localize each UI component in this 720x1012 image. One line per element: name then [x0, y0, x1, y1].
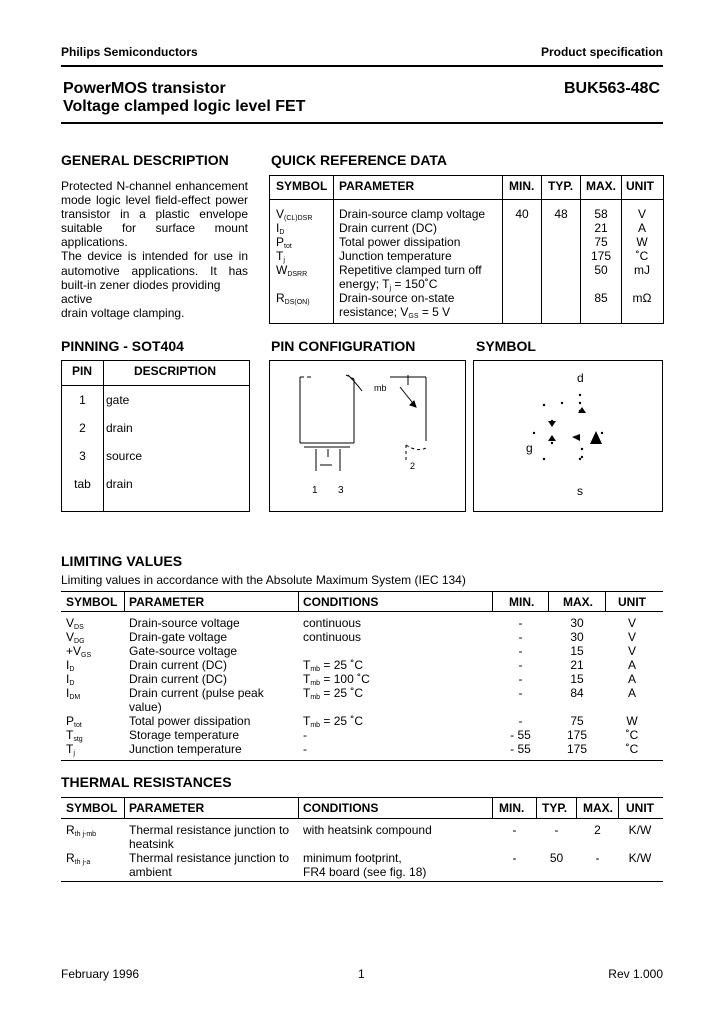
lv-parameter: Drain current (DC) [129, 672, 228, 686]
th-col-parameter: PARAMETER [129, 801, 205, 815]
subscript: GS [408, 313, 419, 320]
subscript: stg [73, 736, 83, 743]
th-bottom-rule [61, 881, 663, 882]
th-col-divider [492, 797, 493, 818]
qr-unit: V [637, 207, 646, 221]
lv-max: 175 [566, 742, 588, 756]
lv-symbol: $I_{DM}$ [66, 686, 81, 701]
desc-line: built-in zener diodes providing active [61, 277, 221, 306]
lv-conditions: continuous [303, 616, 362, 630]
th-parameter-line2: ambient [129, 865, 172, 879]
qr-max: 75 [594, 235, 608, 249]
lv-min: - [518, 714, 523, 728]
pin-config-pin-2-label: 2 [410, 461, 416, 471]
limiting-values-subtitle: Limiting values in accordance with the Absolute Maximum System (IEC 134) [61, 573, 466, 587]
qr-max: 50 [594, 263, 608, 277]
qr-col-divider [541, 175, 542, 323]
lv-bottom-rule [61, 760, 663, 761]
th-col-typ: TYP. [542, 801, 568, 815]
th-conditions-line2: FR4 board (see fig. 18) [303, 865, 427, 879]
title-line-1: PowerMOS transistor [63, 80, 226, 97]
lv-parameter: Drain-source voltage [129, 616, 240, 630]
quick-reference-heading: QUICK REFERENCE DATA [271, 152, 448, 168]
lv-symbol: $I_D$ [66, 658, 75, 673]
qr-col-max: MAX. [586, 179, 616, 193]
lv-conditions: - [303, 742, 307, 756]
lv-max: 75 [570, 714, 584, 728]
lv-max: 175 [566, 728, 588, 742]
desc-line: automotive applications. It has [61, 263, 248, 278]
subscript: j [73, 750, 75, 757]
th-symbol: $R_{th j-mb}$ [66, 823, 97, 838]
th-col-divider [618, 797, 619, 818]
subscript: j [283, 257, 285, 264]
lv-col-min: MIN. [509, 595, 535, 609]
th-conditions: with heatsink compound [303, 823, 432, 837]
qr-max: 85 [594, 291, 608, 305]
th-col-conditions: CONDITIONS [303, 801, 379, 815]
pin-description: drain [106, 421, 133, 435]
lv-col-divider [605, 591, 606, 611]
lv-conditions: - [303, 728, 307, 742]
qr-symbol: $V_{(CL)DSR}$ [276, 207, 313, 222]
lv-unit: A [627, 686, 636, 700]
lv-col-parameter: PARAMETER [129, 595, 205, 609]
lv-max: 84 [570, 686, 584, 700]
pin-number: 2 [79, 421, 86, 435]
lv-conditions: $T_{mb} = 25$ ˚C [303, 658, 364, 673]
qr-col-divider [333, 175, 334, 323]
symbol-box [473, 360, 663, 512]
symbol-gate-label: g [526, 441, 533, 455]
subscript: GS [81, 652, 92, 659]
lv-max: 30 [570, 630, 584, 644]
pin-config-pin-3-label: 3 [338, 485, 344, 496]
subscript: th j-mb [74, 831, 97, 838]
pinning-header-rule [61, 385, 249, 386]
lv-unit: W [626, 714, 638, 728]
lv-col-conditions: CONDITIONS [303, 595, 379, 609]
lv-col-max: MAX. [563, 595, 593, 609]
th-min: - [512, 851, 517, 865]
symbol-heading: SYMBOL [476, 338, 536, 354]
lv-min: - [518, 616, 523, 630]
th-symbol: $R_{th j-a}$ [66, 851, 91, 866]
subscript: DG [74, 638, 85, 645]
th-unit: K/W [628, 851, 652, 865]
title-rule [61, 122, 663, 124]
subscript: j [389, 285, 392, 292]
sot404-package-drawing [270, 361, 465, 511]
lv-col-divider [124, 591, 125, 611]
qr-unit: ˚C [635, 249, 649, 263]
qr-max: 175 [590, 249, 612, 263]
company-name: Philips Semiconductors [61, 45, 198, 59]
lv-unit: V [627, 644, 636, 658]
qr-max: 21 [594, 221, 608, 235]
qr-col-unit: UNIT [626, 179, 654, 193]
th-parameter-line2: heatsink [129, 837, 174, 851]
pin-description: gate [106, 393, 130, 407]
qr-parameter: Total power dissipation [339, 235, 461, 249]
lv-symbol: $+V_{GS}$ [66, 644, 92, 659]
pin-number: 1 [79, 393, 86, 407]
lv-symbol: $V_{DS}$ [66, 616, 84, 631]
lv-col-unit: UNIT [618, 595, 646, 609]
qr-parameter-line2: resistance; $V_{GS} = 5$ V [339, 305, 451, 320]
lv-conditions: $T_{mb} = 25$ ˚C [303, 686, 364, 701]
subscript: (CL)DSR [284, 215, 313, 222]
lv-conditions: continuous [303, 630, 362, 644]
footer-date: February 1996 [61, 967, 140, 981]
subscript: D [69, 666, 75, 673]
thermal-resistances-heading: THERMAL RESISTANCES [61, 774, 232, 790]
lv-unit: ˚C [625, 742, 639, 756]
lv-min: - [518, 686, 523, 700]
lv-parameter: Drain current (pulse peak [129, 686, 264, 700]
lv-parameter: Junction temperature [129, 742, 242, 756]
lv-max: 30 [570, 616, 584, 630]
pin-description: source [106, 449, 143, 463]
pinning-col-pin: PIN [72, 364, 93, 378]
lv-symbol: $V_{DG}$ [66, 630, 85, 645]
subscript: D [69, 680, 75, 687]
general-description-heading: GENERAL DESCRIPTION [61, 152, 229, 168]
qr-unit: W [636, 235, 648, 249]
subscript: DS [74, 624, 84, 631]
th-typ: 50 [549, 851, 564, 865]
subscript: mb [310, 694, 321, 701]
lv-col-divider [492, 591, 493, 611]
desc-line: applications. [61, 235, 128, 250]
desc-line: transistor in a plastic envelope [61, 207, 248, 222]
lv-min: - [518, 672, 523, 686]
subscript: DS(ON) [284, 299, 310, 306]
lv-parameter: Drain-gate voltage [129, 630, 228, 644]
lv-min: - 55 [510, 742, 531, 756]
th-max: 2 [594, 823, 601, 837]
th-header-rule [61, 818, 663, 819]
qr-typ: 48 [554, 207, 568, 221]
part-number: BUK563-48C [563, 80, 660, 97]
qr-symbol: $R_{DS(ON)}$ [276, 291, 310, 306]
document-type: Product specification [540, 45, 663, 59]
lv-col-symbol: SYMBOL [66, 595, 118, 609]
lv-min: - [518, 658, 523, 672]
subscript: tot [284, 243, 292, 250]
header-rule [61, 65, 663, 67]
lv-min: - [518, 644, 523, 658]
qr-min: 40 [515, 207, 529, 221]
th-top-rule [61, 797, 663, 798]
mosfet-symbol-drawing [474, 361, 662, 511]
th-col-min: MIN. [499, 801, 525, 815]
th-col-max: MAX. [583, 801, 613, 815]
qr-col-divider [502, 175, 503, 323]
pin-configuration-box [269, 360, 466, 512]
lv-max: 15 [570, 644, 584, 658]
lv-unit: ˚C [625, 728, 639, 742]
qr-unit: mJ [634, 263, 650, 277]
lv-conditions: $T_{mb} = 100$ ˚C [303, 672, 370, 687]
footer-page-number: 1 [358, 967, 365, 981]
qr-col-parameter: PARAMETER [339, 179, 415, 193]
th-parameter: Thermal resistance junction to [129, 823, 290, 837]
lv-parameter: Storage temperature [129, 728, 240, 742]
qr-parameter: Drain current (DC) [339, 221, 438, 235]
th-col-divider [298, 797, 299, 818]
qr-parameter: Repetitive clamped turn off [339, 263, 482, 277]
pin-config-mb-label: mb [374, 383, 387, 393]
desc-line: The device is intended for use in [61, 249, 248, 264]
lv-conditions: $T_{mb} = 25$ ˚C [303, 714, 364, 729]
lv-min: - 55 [510, 728, 531, 742]
lv-parameter: Drain current (DC) [129, 658, 228, 672]
qr-unit: A [637, 221, 646, 235]
lv-parameter: Total power dissipation [129, 714, 251, 728]
pin-configuration-heading: PIN CONFIGURATION [271, 338, 416, 354]
qr-parameter: Drain-source clamp voltage [339, 207, 486, 221]
th-col-symbol: SYMBOL [66, 801, 118, 815]
pinning-col-divider [103, 360, 104, 511]
th-min: - [512, 823, 517, 837]
lv-symbol: $T_{stg}$ [66, 728, 83, 743]
lv-min: - [518, 630, 523, 644]
qr-col-typ: TYP. [548, 179, 574, 193]
subscript: tot [74, 722, 82, 729]
pin-number: tab [74, 477, 91, 491]
qr-symbol: $T_j$ [276, 249, 285, 264]
title-line-2: Voltage clamped logic level FET [63, 98, 306, 115]
th-max: - [595, 851, 600, 865]
subscript: mb [310, 722, 321, 729]
limiting-values-heading: LIMITING VALUES [61, 553, 183, 569]
footer-revision: Rev 1.000 [608, 967, 663, 981]
symbol-source-label: s [577, 484, 583, 498]
desc-line: Protected N-channel enhancement [61, 179, 248, 193]
general-description-text [61, 179, 248, 320]
qr-symbol: $P_{tot}$ [276, 235, 292, 250]
lv-max: 21 [570, 658, 584, 672]
th-col-unit: UNIT [626, 801, 654, 815]
lv-top-rule [61, 591, 663, 592]
lv-unit: V [627, 630, 636, 644]
qr-parameter: Junction temperature [339, 249, 452, 263]
pin-config-pin-1-label: 1 [312, 485, 318, 496]
lv-unit: V [627, 616, 636, 630]
th-col-divider [124, 797, 125, 818]
subscript: DSRR [287, 271, 308, 278]
lv-col-divider [298, 591, 299, 611]
pinning-heading: PINNING - SOT404 [61, 338, 184, 354]
th-typ: - [554, 823, 559, 837]
qr-parameter: Drain-source on-state [339, 291, 455, 305]
th-parameter: Thermal resistance junction to [129, 851, 290, 865]
pin-description: drain [106, 477, 133, 491]
qr-symbol: $I_D$ [276, 221, 285, 236]
qr-symbol: $W_{DSRR}$ [276, 263, 308, 278]
lv-parameter-line2: value) [129, 700, 162, 714]
th-col-divider [576, 797, 577, 818]
desc-line: suitable for surface mount [61, 221, 248, 236]
qr-header-rule [269, 199, 663, 200]
desc-line: mode logic level field-effect power [61, 193, 248, 208]
th-col-divider [536, 797, 537, 818]
qr-max: 58 [594, 207, 608, 221]
lv-symbol: $P_{tot}$ [66, 714, 82, 729]
desc-line: drain voltage clamping. [61, 305, 185, 320]
qr-unit: mΩ [632, 291, 652, 305]
lv-unit: A [627, 672, 636, 686]
lv-header-rule [61, 611, 663, 612]
lv-unit: A [627, 658, 636, 672]
th-conditions: minimum footprint, [303, 851, 402, 865]
lv-parameter: Gate-source voltage [129, 644, 238, 658]
qr-col-min: MIN. [509, 179, 535, 193]
lv-col-divider [548, 591, 549, 611]
subscript: mb [310, 666, 321, 673]
pin-number: 3 [79, 449, 86, 463]
subscript: mb [310, 680, 321, 687]
subscript: D [279, 229, 285, 236]
subscript: DM [69, 694, 81, 701]
th-unit: K/W [628, 823, 652, 837]
qr-col-symbol: SYMBOL [276, 179, 328, 193]
qr-parameter-line2: energy; $T_j$ = 150˚C [339, 277, 438, 292]
lv-max: 15 [570, 672, 584, 686]
lv-symbol: $T_j$ [66, 742, 75, 757]
subscript: th j-a [74, 859, 91, 866]
symbol-drain-label: d [577, 371, 584, 385]
pinning-col-description: DESCRIPTION [134, 364, 217, 378]
lv-symbol: $I_D$ [66, 672, 75, 687]
